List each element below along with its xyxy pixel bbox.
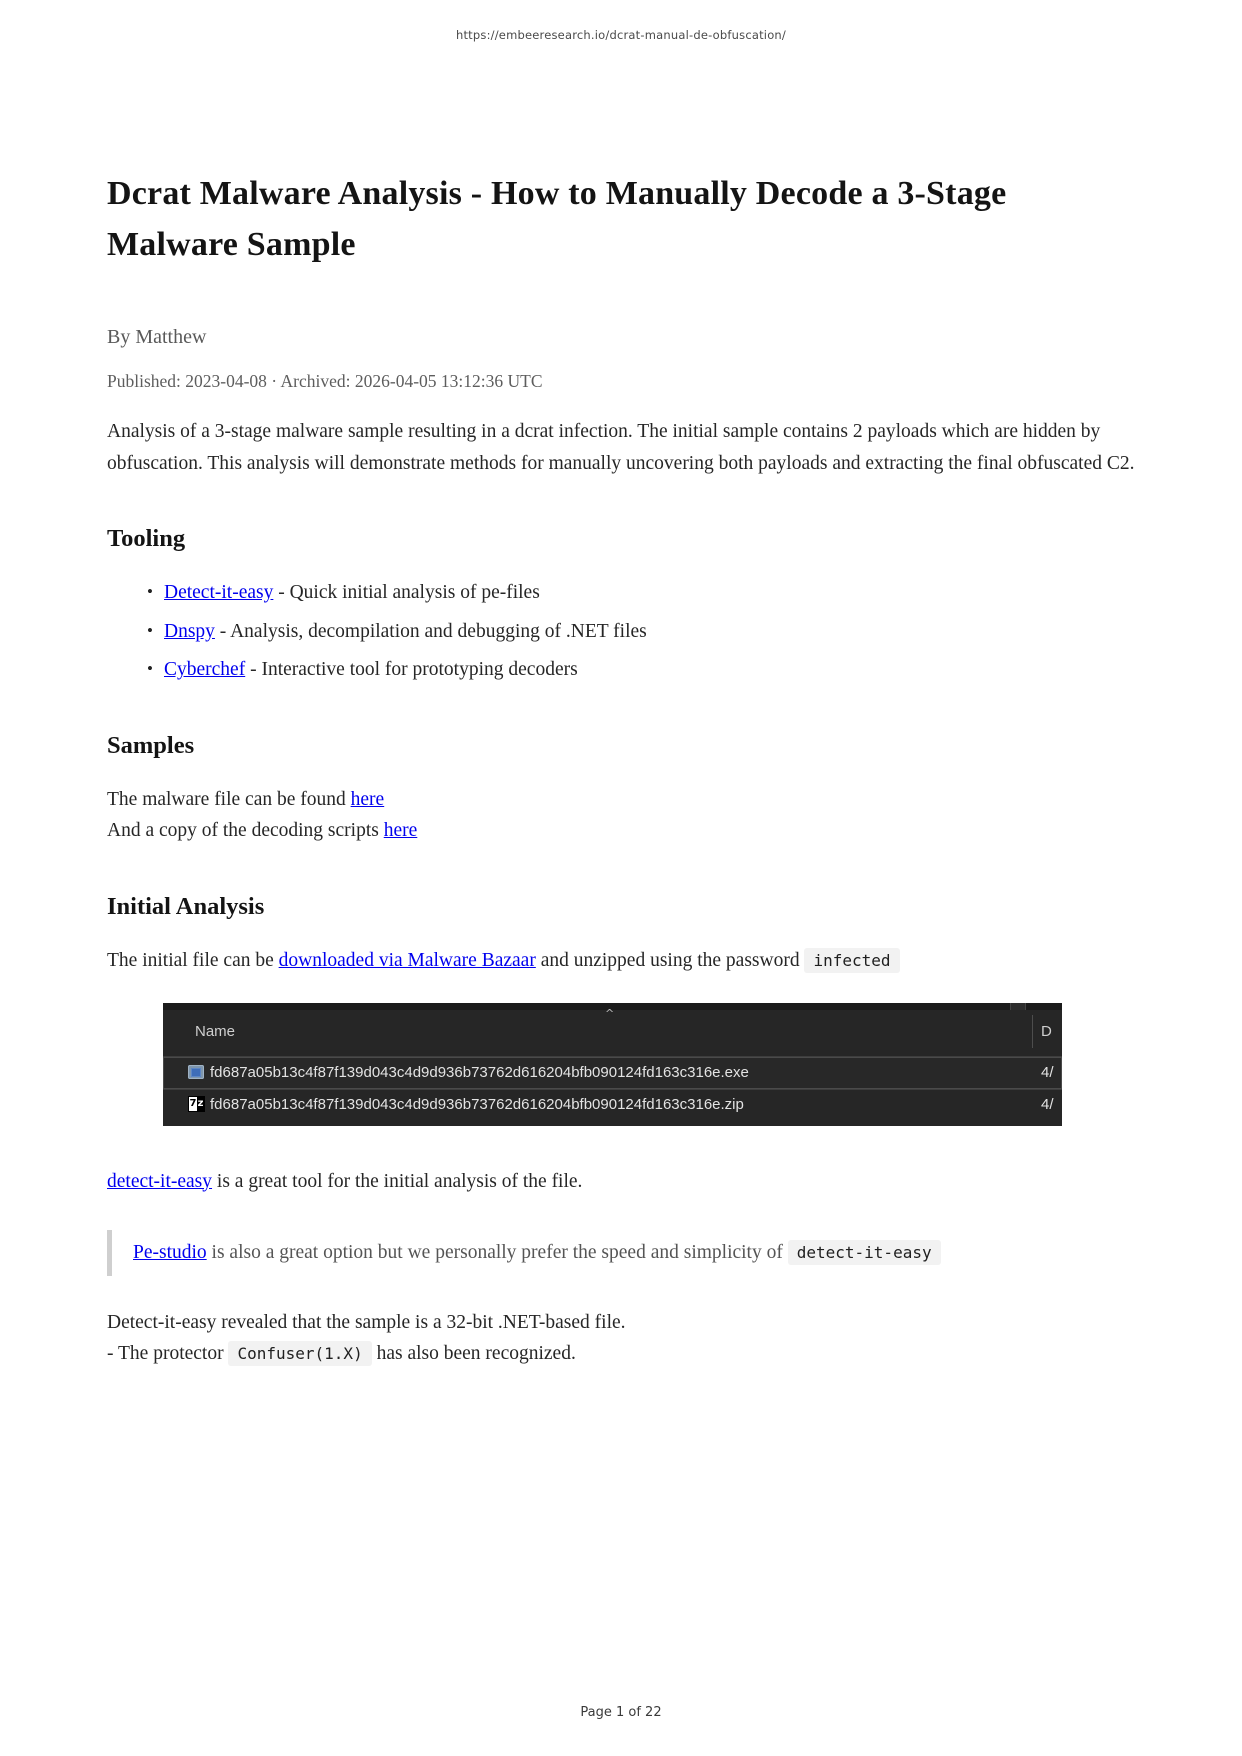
findings-line2-text: has also been recognized. (371, 1343, 576, 1365)
exe-icon-window (191, 1068, 201, 1077)
initial-analysis-paragraph (107, 945, 1139, 977)
scrollbar-notch (1010, 1003, 1026, 1010)
list-item (147, 577, 1139, 609)
page-number-footer: Page 1 of 22 (580, 1705, 662, 1720)
findings-paragraph (107, 1307, 1139, 1370)
section-heading-tooling: Tooling (107, 525, 186, 553)
article-body (107, 168, 1139, 1370)
list-item-text: - Interactive tool for prototyping decoders (245, 659, 578, 681)
blockquote (107, 1237, 1139, 1269)
7zip-icon-seven: 7 (189, 1097, 197, 1109)
sort-ascending-icon: ^ (605, 1006, 615, 1020)
file-date: 4/ (1041, 1095, 1054, 1113)
die-paragraph (107, 1166, 1139, 1198)
7zip-icon-z: z (197, 1097, 204, 1109)
tooling-list (107, 577, 1139, 686)
bullet-icon: • (147, 620, 153, 640)
findings-line1: Detect-it-easy revealed that the sample is a 32-bit .NET-based file. (107, 1311, 626, 1333)
findings-line2-text: - The protector (107, 1343, 229, 1365)
detect-it-easy-inline-code: detect-it-easy (788, 1240, 941, 1265)
quote-text: is also a great option but we personally prefer the speed and simplicity of (206, 1242, 788, 1264)
bullet-icon: • (147, 659, 153, 679)
samples-paragraph (107, 784, 1139, 847)
malware-file-here-link[interactable]: here (350, 788, 385, 810)
confuser-inline-code: Confuser(1.X) (228, 1341, 371, 1366)
column-header-date: D (1041, 1022, 1052, 1040)
paragraph-text: The initial file can be (107, 950, 279, 972)
exe-file-icon (188, 1065, 204, 1079)
section-heading-initial-analysis: Initial Analysis (107, 893, 265, 921)
byline: By Matthew (107, 326, 207, 348)
list-item (147, 616, 1139, 648)
detect-it-easy-link[interactable]: Detect-it-easy (164, 582, 274, 604)
paragraph-text: is a great tool for the initial analysis of the file. (212, 1170, 583, 1192)
explorer-column-headers (163, 1010, 1062, 1053)
pe-studio-link[interactable]: Pe-studio (133, 1242, 207, 1264)
password-inline-code: infected (804, 948, 899, 973)
file-row-exe (163, 1056, 1062, 1090)
publish-archive-meta: Published: 2023-04-08 · Archived: 2026-04-05 13:12:36 UTC (107, 371, 543, 391)
decoding-scripts-here-link[interactable]: here (383, 820, 418, 842)
list-item (147, 654, 1139, 686)
list-item-text: - Analysis, decompilation and debugging of .NET files (214, 620, 647, 642)
file-name: fd687a05b13c4f87f139d043c4d9d936b73762d616204bfb090124fd163c316e.zip (210, 1095, 744, 1113)
page-title: Dcrat Malware Analysis - How to Manually Decode a 3-Stage Malware Sample (107, 175, 1007, 263)
list-item-text: - Quick initial analysis of pe-files (273, 582, 540, 604)
samples-line2-text: And a copy of the decoding scripts (107, 820, 384, 842)
archive-source-url: https://embeeresearch.io/dcrat-manual-de-obfuscation/ (455, 28, 786, 42)
section-heading-samples: Samples (107, 731, 195, 759)
intro-paragraph: Analysis of a 3-stage malware sample resulting in a dcrat infection. The initial sample contains 2 payloads which are hidden by obfuscation. This analysis will demonstrate methods for manually uncovering both payloads and extracting the final obfuscated C2. (107, 421, 1135, 474)
file-name: fd687a05b13c4f87f139d043c4d9d936b73762d616204bfb090124fd163c316e.exe (210, 1063, 749, 1081)
cyberchef-link[interactable]: Cyberchef (164, 659, 246, 681)
bullet-icon: • (147, 582, 153, 602)
file-date: 4/ (1041, 1063, 1054, 1081)
file-explorer-screenshot (163, 1003, 1062, 1126)
detect-it-easy-link[interactable]: detect-it-easy (107, 1170, 213, 1192)
paragraph-text: and unzipped using the password (535, 950, 805, 972)
samples-line1-text: The malware file can be found (107, 788, 351, 810)
dnspy-link[interactable]: Dnspy (164, 620, 215, 642)
file-row-zip (163, 1089, 1062, 1121)
malware-bazaar-link[interactable]: downloaded via Malware Bazaar (278, 950, 536, 972)
column-divider (1032, 1015, 1033, 1048)
column-header-name: Name (195, 1022, 236, 1040)
7zip-file-icon (188, 1096, 205, 1112)
